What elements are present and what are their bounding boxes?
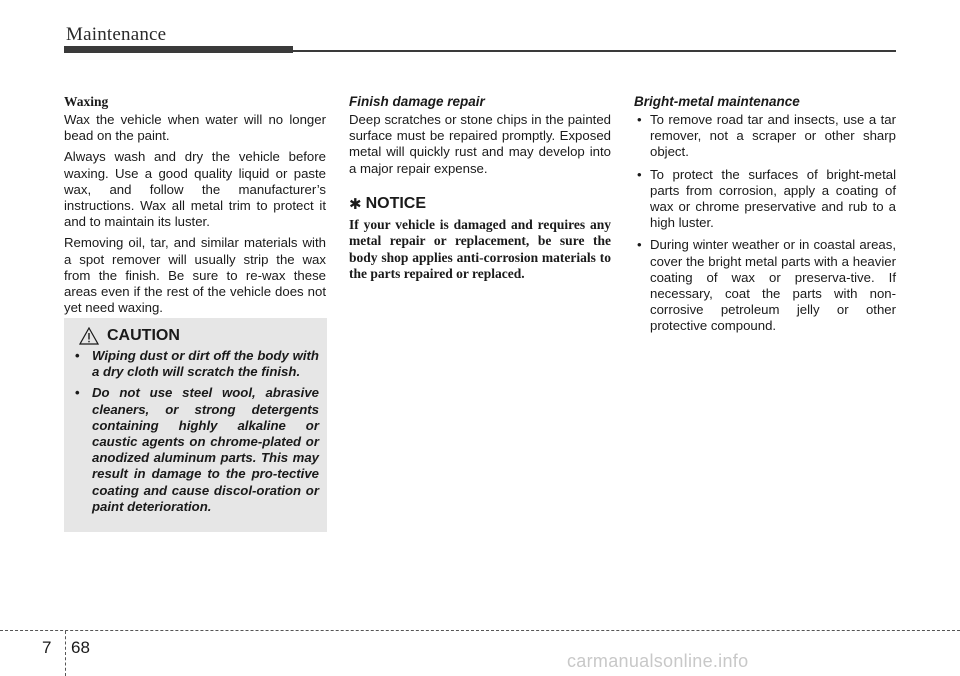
header-rule-thick — [64, 46, 293, 53]
notice-body: If your vehicle is damaged and requires any metal repair or replacement, be sure the body shop applies anti-corrosion materials to the parts repaired or replaced. — [349, 216, 611, 282]
waxing-heading: Waxing — [64, 94, 109, 109]
bright-metal-heading: Bright-metal maintenance — [634, 94, 800, 109]
notice-star-icon: ✱ — [349, 195, 362, 213]
caution-list — [73, 348, 319, 515]
caution-header — [73, 327, 319, 345]
caution-title: CAUTION — [107, 327, 180, 344]
section-title: Maintenance — [66, 24, 167, 45]
column-finish-damage — [349, 94, 611, 283]
bright-metal-list — [634, 112, 896, 335]
bright-metal-item: • To protect the surfaces of bright-metal parts from corrosion, apply a coating of wax or chrome preservative and rub to a high luster. — [634, 167, 896, 232]
column-bright-metal — [634, 94, 896, 341]
caution-item: • Wiping dust or dirt off the body with a dry cloth will scratch the finish. — [73, 348, 319, 380]
caution-item: • Do not use steel wool, abrasive cleaners, or strong detergents containing highly alkaline or caustic agents on chrome-plated or anodized aluminum parts. This may result in damage to the pro-tective coating and cause discol-oration or paint deterioration. — [73, 385, 319, 515]
chapter-number: 7 — [42, 638, 52, 657]
waxing-paragraph: Wax the vehicle when water will no longer bead on the paint. — [64, 112, 326, 144]
notice-title: NOTICE — [365, 194, 427, 212]
caution-box — [64, 318, 327, 532]
header-rule-thin — [293, 50, 896, 52]
watermark: carmanualsonline.info — [567, 651, 749, 671]
page-number: 68 — [71, 638, 90, 657]
bright-metal-item: • To remove road tar and insects, use a tar remover, not a scraper or other sharp object. — [634, 112, 896, 161]
finish-damage-paragraph: Deep scratches or stone chips in the painted surface must be repaired promptly. Exposed metal will quickly rust and may develop into a major repair expense. — [349, 112, 611, 176]
waxing-paragraph: Always wash and dry the vehicle before waxing. Use a good quality liquid or paste wax, and follow the manufacturer’s instructions. Wax all metal trim to protect it and to maintain its luster. — [64, 149, 326, 230]
bright-metal-item: • During winter weather or in coastal areas, cover the bright metal parts with a heavier coating of wax or preserva-tive. If necessary, coat the parts with non-corrosive petroleum jelly or other protective compound. — [634, 237, 896, 334]
column-waxing — [64, 94, 326, 321]
finish-damage-heading: Finish damage repair — [349, 94, 485, 109]
footer-divider — [65, 631, 66, 676]
notice-header — [349, 195, 611, 213]
waxing-paragraph: Removing oil, tar, and similar materials with a spot remover will usually strip the wax from the finish. Be sure to re-wax these areas even if the rest of the vehicle does not yet need waxing. — [64, 235, 326, 316]
footer-rule — [0, 630, 960, 631]
warning-triangle-icon — [79, 327, 99, 345]
